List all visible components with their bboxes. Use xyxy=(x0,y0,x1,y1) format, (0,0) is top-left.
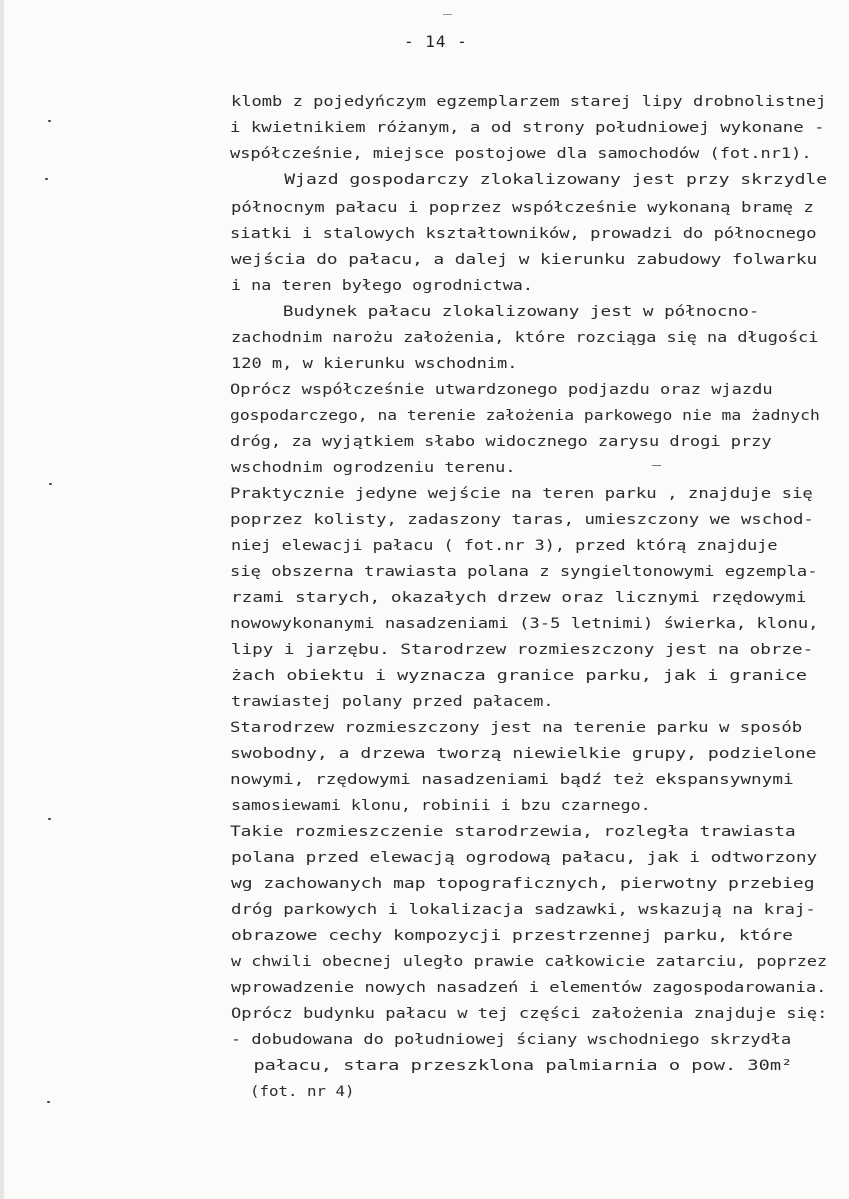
text-line: północnym pałacu i poprzez współcześnie wykonaną bramę z xyxy=(231,200,814,216)
text-line: i kwietnikiem różanym, a od strony południowej wykonane - xyxy=(230,120,825,136)
text-line: żach obiektu i wyznacza granice parku, jak i granice xyxy=(231,668,807,684)
text-line: Oprócz współcześnie utwardzonego podjazdu oraz wjazdu xyxy=(230,382,773,398)
text-line: dróg parkowych i lokalizacja sadzawki, wskazują na kraj- xyxy=(231,902,816,918)
text-line: wschodnim ogrodzeniu terenu. xyxy=(231,460,516,476)
scan-speck xyxy=(45,178,48,180)
text-line: swobodny, a drzewa tworzą niewielkie grupy, podzielone xyxy=(230,746,817,762)
text-line: samosiewami klonu, robinii i bzu czarnego. xyxy=(231,798,651,814)
text-line: trawiastej polany przed pałacem. xyxy=(231,694,554,710)
text-line: Praktycznie jedyne wejście na teren parku , znajduje się xyxy=(230,486,813,502)
text-line: nowymi, rzędowymi nasadzeniami bądź też ekspansywnymi xyxy=(230,772,794,788)
text-line: klomb z pojedyńczym egzemplarzem starej lipy drobnolistnej xyxy=(231,94,827,110)
text-line: siatki i stalowych kształtowników, prowadzi do północnego xyxy=(230,226,817,242)
text-line: nowowykonanymi nasadzeniami (3-5 letnimi) świerka, klonu, xyxy=(230,616,819,632)
text-line: Oprócz budynku pałacu w tej części założenia znajduje się: xyxy=(231,1006,828,1022)
text-line: Wjazd gospodarczy zlokalizowany jest przy skrzydle xyxy=(230,172,828,188)
text-line: wg zachowanych map topograficznych, pierwotny przebieg xyxy=(231,876,815,892)
text-line: Takie rozmieszczenie starodrzewia, rozległa trawiasta xyxy=(230,824,796,840)
text-line: wprowadzenie nowych nasadzeń i elementów zagospodarowania. xyxy=(231,980,827,996)
text-line: obrazowe cechy kompozycji przestrzennej parku, które xyxy=(231,928,793,944)
scan-speck xyxy=(47,1101,50,1103)
text-line: lipy i jarzębu. Starodrzew rozmieszczony jest na obrze- xyxy=(231,642,814,658)
text-line: współcześnie, miejsce postojowe dla samochodów (fot.nr1). xyxy=(230,146,812,162)
text-line: Starodrzew rozmieszczony jest na terenie parku w sposób xyxy=(230,720,803,736)
scan-speck xyxy=(48,818,51,820)
text-line: Budynek pałacu zlokalizowany jest w północno- xyxy=(230,304,760,320)
scan-speck xyxy=(48,120,51,122)
text-line: poprzez kolisty, zadaszony taras, umieszczony we wschod- xyxy=(230,512,814,528)
text-line: dróg, za wyjątkiem słabo widocznego zarysu drogi przy xyxy=(230,434,772,450)
text-line: 120 m, w kierunku wschodnim. xyxy=(231,356,518,372)
text-line: się obszerna trawiasta polana z syngieltonowymi egzempla- xyxy=(230,564,818,580)
text-line: polana przed elewacją ogrodową pałacu, jak i odtworzony xyxy=(231,850,818,866)
paper-mark xyxy=(652,465,661,466)
text-line: wejścia do pałacu, a dalej w kierunku zabudowy folwarku xyxy=(231,252,818,268)
text-line: zachodnim narożu założenia, które rozciąga się na długości xyxy=(231,330,819,346)
text-line: niej elewacji pałacu ( fot.nr 3), przed którą znajduje xyxy=(231,538,778,554)
text-line: - dobudowana do południowej ściany wschodniego skrzydła xyxy=(231,1032,792,1048)
scan-speck xyxy=(49,483,52,485)
page-number: - 14 - xyxy=(404,32,468,51)
paper-mark xyxy=(443,14,452,15)
text-line: gospodarczego, na terenie założenia parkowego nie ma żadnych xyxy=(230,408,820,424)
text-line: w chwili obecnej uległo prawie całkowicie zatarciu, poprzez xyxy=(231,954,828,970)
text-line: (fot. nr 4) xyxy=(231,1084,355,1100)
text-line: rzami starych, okazałych drzew oraz licznymi rzędowymi xyxy=(231,590,807,606)
text-line: pałacu, stara przeszklona palmiarnia o pow. 30m² xyxy=(231,1058,793,1074)
text-line: i na teren byłego ogrodnictwa. xyxy=(231,278,533,294)
